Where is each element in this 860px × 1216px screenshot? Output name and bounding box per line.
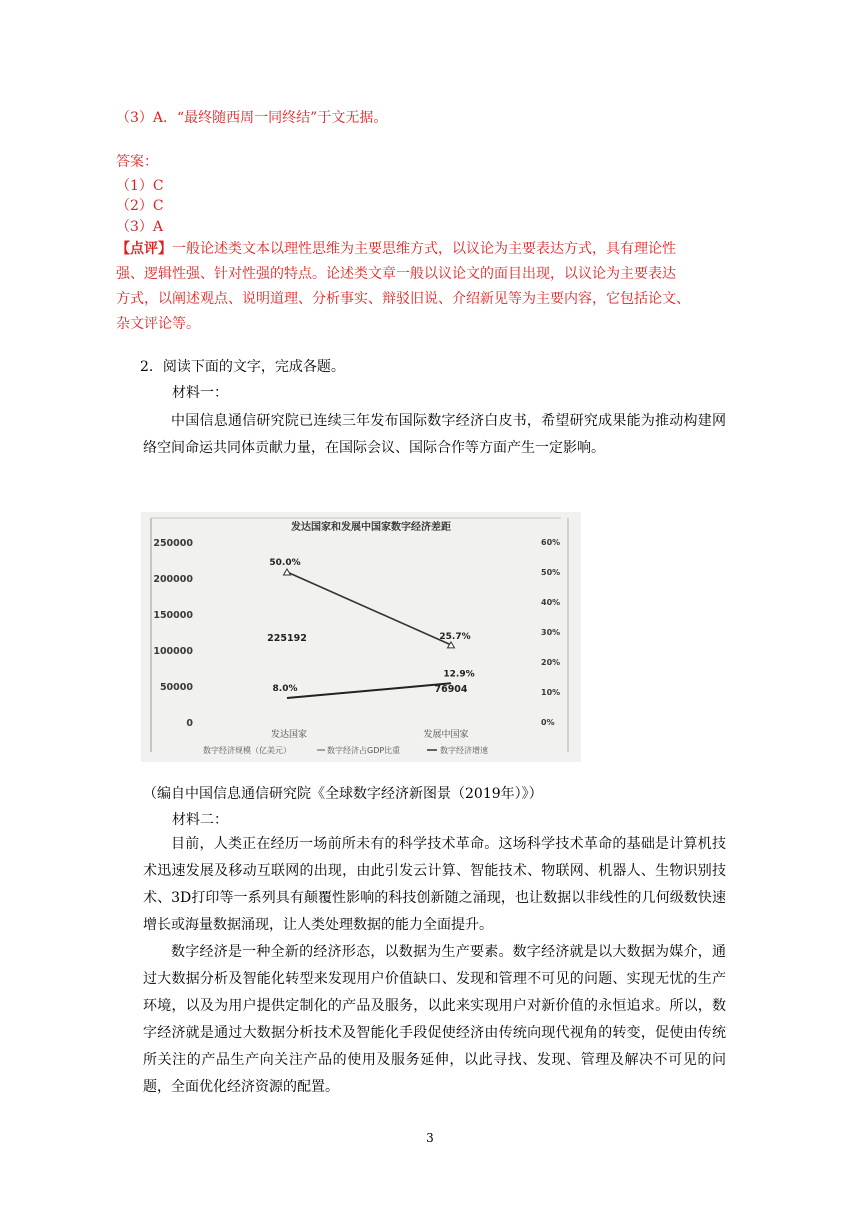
answer-item: （1）C [116, 178, 164, 194]
y-right-tick-label: 10% [541, 688, 561, 697]
data-label: 8.0% [272, 684, 298, 694]
y-left-tick-label: 250000 [153, 538, 193, 549]
material2-paragraph: 目前，人类正在经历一场前所未有的科学技术革命。这场科学技术革命的基础是计算机技术迅速发展及移动互联网的出现，由此引发云计算、智能技术、物联网、机器人、生物识别技术、3D打印等一系列具有颠覆性影响的科技创新随之涌现，也让数据以非线性的几何级数快速增长或海量数据涌现，让人类处理数据的能力全面提升。 [143, 836, 726, 933]
page-number: 3 [426, 1131, 434, 1145]
category-label: 发达国家 [270, 730, 308, 740]
y-left-tick-label: 150000 [153, 610, 193, 621]
comment-line [116, 239, 676, 259]
y-left-tick-label: 200000 [153, 574, 193, 585]
y-right-tick-label: 60% [541, 538, 561, 547]
comment-label: 【点评】 [116, 241, 172, 257]
series-line-growth [287, 683, 451, 698]
data-point [284, 569, 291, 575]
legend-item: 数字经济增速 [440, 746, 488, 755]
data-point [448, 642, 455, 648]
material2-label: 材料二： [172, 812, 228, 828]
y-right-tick-label: 40% [541, 598, 561, 607]
data-label: 225192 [267, 633, 307, 644]
data-label: 12.9% [443, 669, 475, 680]
chart-figure [141, 512, 581, 762]
series-line-gdp-share [287, 572, 451, 645]
legend-item: 数字经济规模（亿美元） [203, 746, 291, 755]
legend-item: 数字经济占GDP比重 [327, 746, 401, 755]
data-label: 25.7% [439, 631, 471, 642]
y-left-tick-label: 50000 [159, 682, 193, 693]
category-label: 发展中国家 [423, 730, 469, 740]
y-left-tick-label: 0 [186, 718, 193, 729]
comment-line: 杂文评论等。 [116, 316, 200, 332]
answers-label: 答案： [116, 154, 158, 170]
y-right-tick-label: 50% [541, 568, 561, 577]
data-label: 76904 [434, 684, 468, 695]
y-right-tick-label: 0% [541, 718, 555, 727]
chart-title: 发达国家和发展中国家数字经济差距 [291, 522, 451, 533]
comment-line: 方式，以阐述观点、说明道理、分析事实、辩驳旧说、介绍新见等为主要内容，它包括论文、 [116, 291, 690, 307]
prev-answer-note: （3）A．“最终随西周一同终结”于文无据。 [116, 110, 388, 126]
y-left-tick-label: 100000 [153, 646, 193, 657]
y-right-tick-label: 20% [541, 658, 561, 667]
chart-svg [141, 512, 581, 762]
comment-line: 强、逻辑性强、针对性强的特点。论述类文章一般以议论文的面目出现，以议论为主要表达 [116, 266, 676, 282]
data-label: 50.0% [269, 558, 301, 568]
question-title: 2．阅读下面的文字，完成各题。 [140, 359, 345, 375]
answer-item: （3）A [116, 219, 164, 235]
y-right-tick-label: 30% [541, 628, 561, 637]
material1-text: 中国信息通信研究院已连续三年发布国际数字经济白皮书，希望研究成果能为推动构建网络空间命运共同体贡献力量，在国际会议、国际合作等方面产生一定影响。 [143, 413, 726, 456]
comment-text: 一般论述类文本以理性思维为主要思维方式，以议论为主要表达方式，具有理论性 [172, 241, 676, 257]
answer-item: （2）C [116, 198, 164, 214]
source-note: （编自中国信息通信研究院《全球数字经济新图景（2019年）》） [143, 786, 543, 802]
material1-label: 材料一： [172, 385, 228, 401]
material2-paragraph: 数字经济是一种全新的经济形态，以数据为生产要素。数字经济就是以大数据为媒介，通过大数据分析及智能化转型来发现用户价值缺口、发现和管理不可见的问题、实现无忧的生产环境，以及为用户提供定制化的产品及服务，以此来实现用户对新价值的永恒追求。所以，数字经济就是通过大数据分析技术及智能化手段促使经济由传统向现代视角的转变，促使由传统所关注的产品生产向关注产品的使用及服务延伸，以此寻找、发现、管理及解决不可见的问题，全面优化经济资源的配置。 [143, 944, 726, 1095]
